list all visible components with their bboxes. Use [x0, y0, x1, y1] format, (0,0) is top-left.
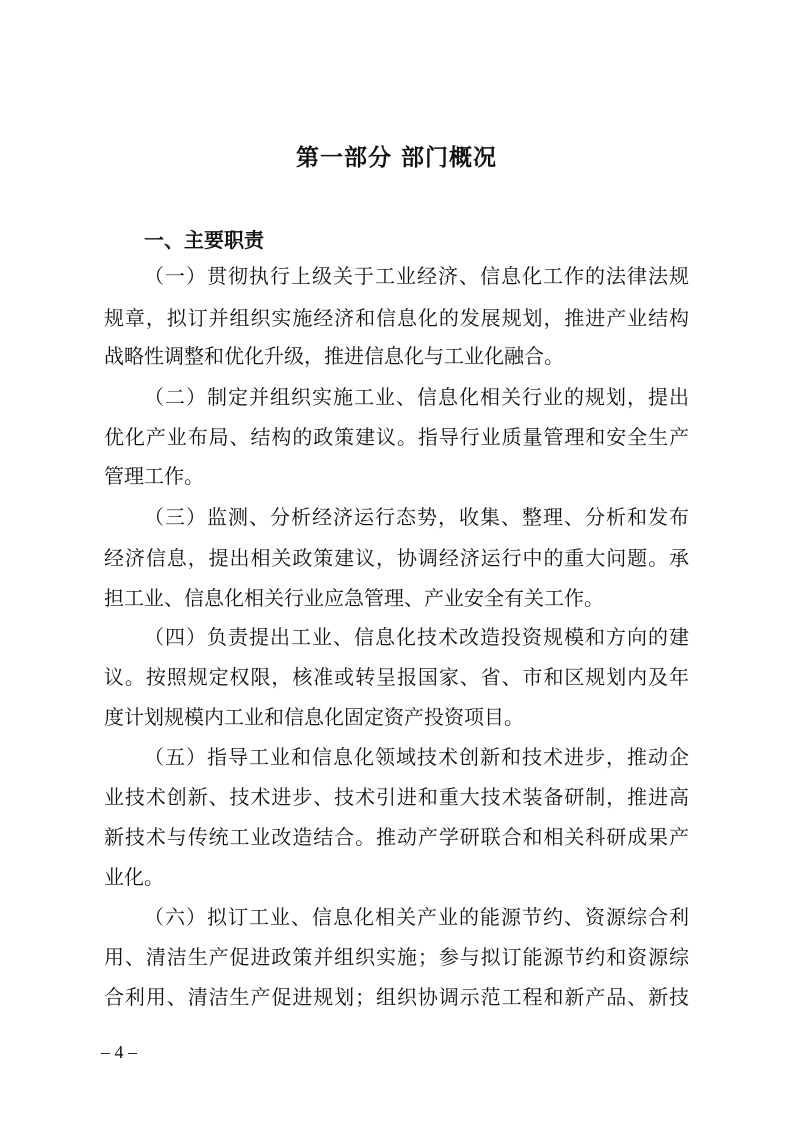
page-number: – 4 – — [101, 1042, 137, 1062]
paragraph-line: （二）制定并组织实施工业、信息化相关行业的规划，提出 — [144, 385, 689, 409]
paragraph-line: （一）贯彻执行上级关于工业经济、信息化工作的法律法规 — [144, 264, 689, 288]
paragraph-line: 战略性调整和优化升级，推进信息化与工业化融合。 — [104, 344, 564, 368]
paragraph-line: （三）监测、分析经济运行态势，收集、整理、分析和发布 — [144, 505, 689, 529]
paragraph-line: （四）负责提出工业、信息化技术改造投资规模和方向的建 — [144, 625, 689, 649]
paragraph-line: 担工业、信息化相关行业应急管理、产业安全有关工作。 — [104, 586, 604, 610]
paragraph-line: 新技术与传统工业改造结合。推动产学研联合和相关科研成果产 — [104, 825, 689, 849]
paragraph-line: 经济信息，提出相关政策建议，协调经济运行中的重大问题。承 — [104, 546, 689, 570]
paragraph-line: 合利用、清洁生产促进规划；组织协调示范工程和新产品、新技 — [104, 985, 689, 1009]
paragraph-line: 度计划规模内工业和信息化固定资产投资项目。 — [104, 705, 524, 729]
paragraph-line: （五）指导工业和信息化领域技术创新和技术进步，推动企 — [144, 745, 689, 769]
paragraph-line: 管理工作。 — [104, 464, 204, 488]
paragraph-line: 优化产业布局、结构的政策建议。指导行业质量管理和安全生产 — [104, 425, 689, 449]
paragraph-line: （六）拟订工业、信息化相关产业的能源节约、资源综合利 — [144, 905, 689, 929]
section-heading: 一、主要职责 — [144, 228, 264, 252]
paragraph-line: 业化。 — [104, 865, 164, 889]
paragraph-line: 业技术创新、技术进步、技术引进和重大技术装备研制，推进高 — [104, 785, 689, 809]
paragraph-line: 用、清洁生产促进政策并组织实施；参与拟订能源节约和资源综 — [104, 945, 689, 969]
paragraph-line: 议。按照规定权限，核准或转呈报国家、省、市和区规划内及年 — [104, 665, 689, 689]
page-title: 第一部分 部门概况 — [295, 144, 497, 171]
paragraph-line: 规章，拟订并组织实施经济和信息化的发展规划，推进产业结构 — [104, 306, 689, 330]
